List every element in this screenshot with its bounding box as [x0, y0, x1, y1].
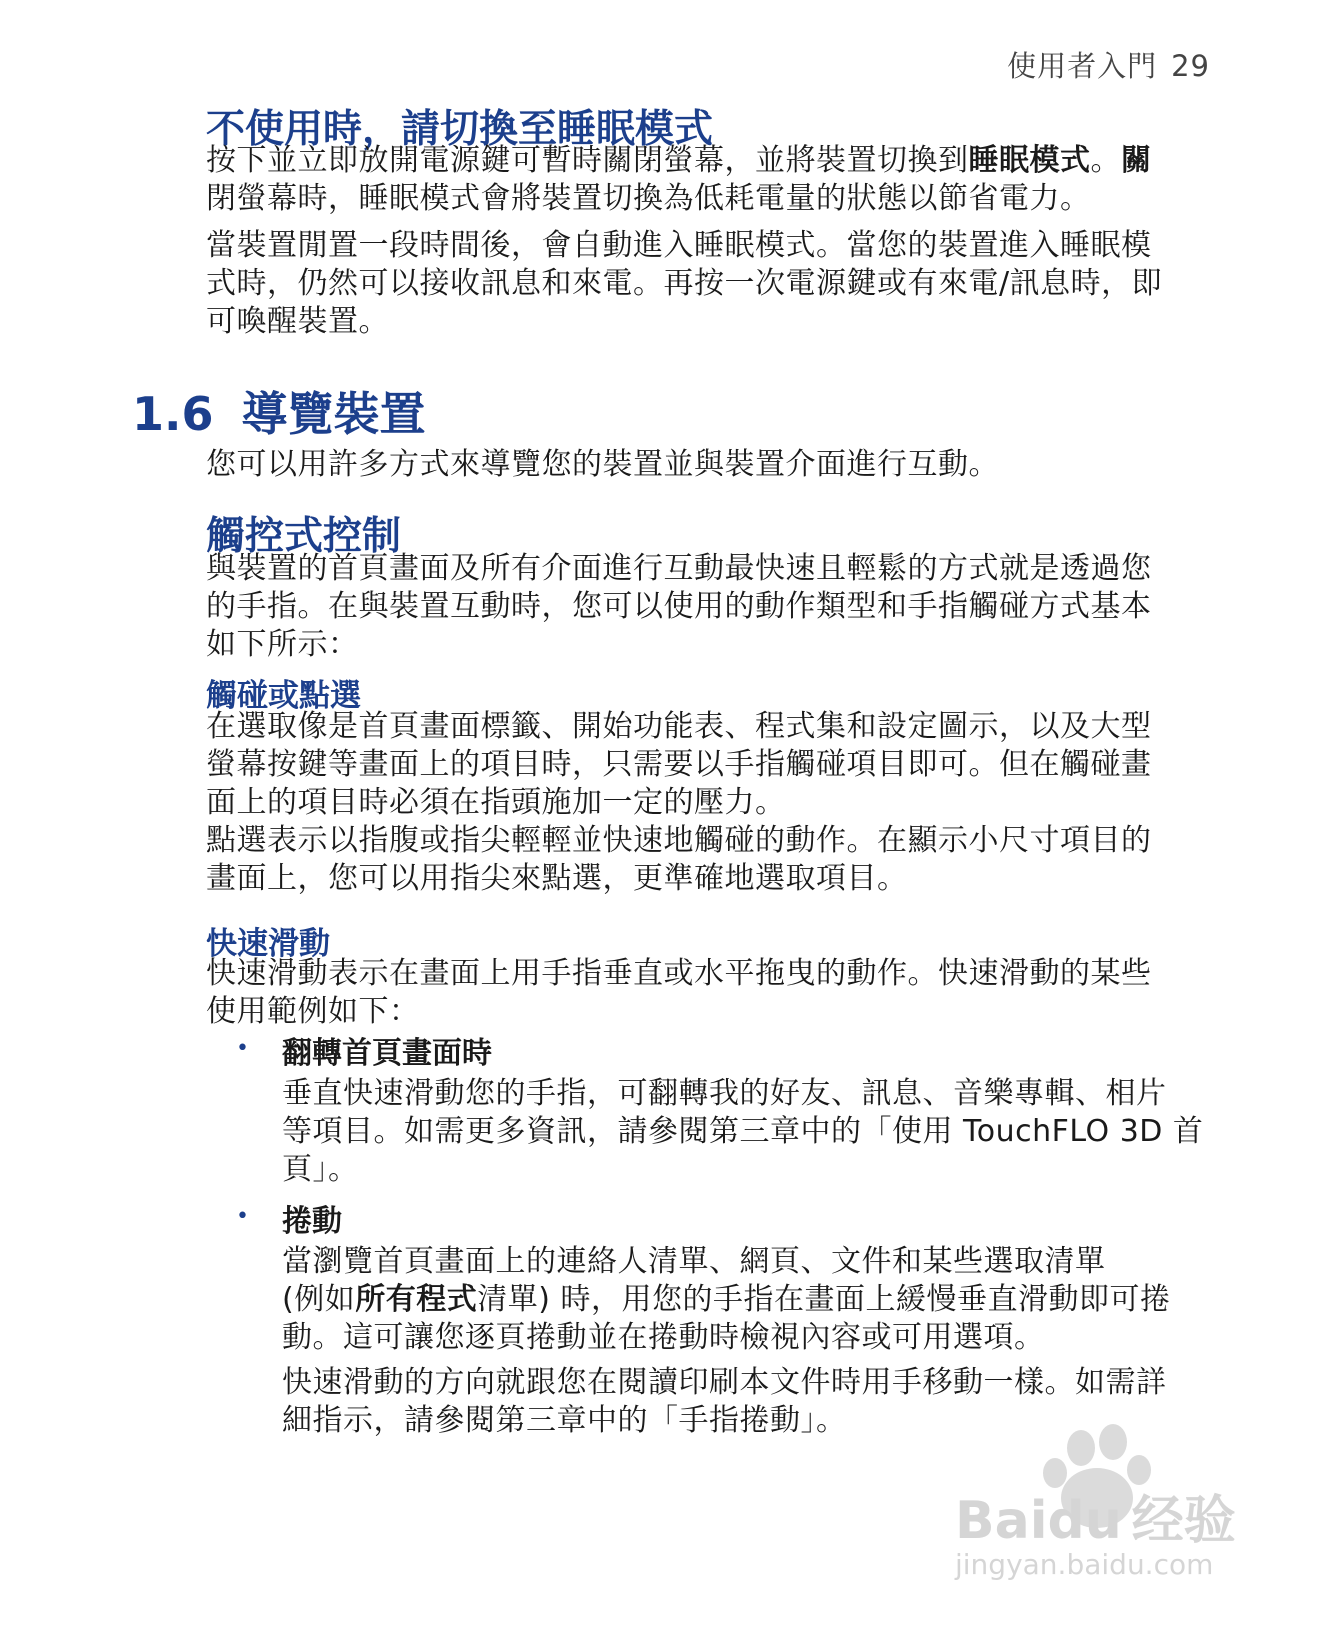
text-line: [282, 1281, 1170, 1319]
bullet-title-page-flip: 翻轉首頁畫面時: [282, 1036, 492, 1071]
bullet-body-scroll: [282, 1243, 1170, 1357]
swipe-paragraph: [206, 955, 1152, 1031]
text-line: 畫面上，您可以用指尖來點選，更準確地選取項目。: [206, 861, 908, 896]
text-line: 垂直快速滑動您的手指，可翻轉我的好友、訊息、音樂專輯、相片: [282, 1076, 1167, 1111]
touch-control-paragraph: [206, 550, 1152, 664]
text-line: 動。這可讓您逐頁捲動並在捲動時檢視內容或可用選項。: [282, 1320, 1045, 1355]
text-line: 與裝置的首頁畫面及所有介面進行互動最快速且輕鬆的方式就是透過您: [206, 551, 1152, 586]
text-line: 點選表示以指腹或指尖輕輕並快速地觸碰的動作。在顯示小尺寸項目的: [206, 823, 1152, 858]
text-run: (例如: [282, 1282, 356, 1317]
text-line: 可喚醒裝置。: [206, 304, 389, 339]
text-line: 細指示，請參閱第三章中的「手指捲動」。: [282, 1403, 847, 1438]
text-line: 快速滑動的方向就跟您在閱讀印刷本文件時用手移動一樣。如需詳: [282, 1365, 1167, 1400]
baidu-watermark: [955, 1418, 1255, 1588]
page-number: 29: [1171, 49, 1210, 83]
bullet-marker: •: [236, 1204, 249, 1229]
bullet-title-scroll: 捲動: [282, 1204, 342, 1239]
bullet-body-page-flip: [282, 1075, 1203, 1189]
running-header: [1007, 44, 1210, 85]
text-line: 如下所示：: [206, 627, 359, 662]
text-run: 。: [1090, 143, 1121, 178]
sleep-mode-term: 睡眠模式: [968, 143, 1091, 178]
text-line: 快速滑動表示在畫面上用手指垂直或水平拖曳的動作。快速滑動的某些: [206, 956, 1152, 991]
text-line: 在選取像是首頁畫面標籤、開始功能表、程式集和設定圖示，以及大型: [206, 709, 1152, 744]
bullet-marker: •: [236, 1036, 249, 1061]
watermark-url: jingyan.baidu.com: [955, 1548, 1214, 1581]
text-line: 閉螢幕時，睡眠模式會將裝置切換為低耗電量的狀態以節省電力。: [206, 181, 1091, 216]
section-number: 1.6: [132, 387, 214, 441]
text-run: 按下並立即放開電源鍵可暫時關閉螢幕，並將裝置切換到: [206, 143, 969, 178]
sleep-paragraph-1: [206, 142, 1152, 218]
tap-paragraph-2: [206, 822, 1152, 898]
chapter-name: 使用者入門: [1007, 49, 1158, 83]
sleep-mode-heading: 不使用時，請切換至睡眠模式: [206, 107, 714, 152]
text-line: 頁」。: [282, 1152, 359, 1187]
section-heading: [132, 378, 426, 444]
text-line: 當瀏覽首頁畫面上的連絡人清單、網頁、文件和某些選取清單: [282, 1244, 1106, 1279]
sleep-paragraph-2: [206, 227, 1162, 341]
text-line: 式時，仍然可以接收訊息和來電。再按一次電源鍵或有來電/訊息時，即: [206, 266, 1163, 301]
watermark-brand-cn: 经验: [1131, 1491, 1236, 1551]
text-line: 使用範例如下：: [206, 994, 420, 1029]
text-line: 等項目。如需更多資訊，請參閱第三章中的「使用 TouchFLO 3D 首: [282, 1114, 1204, 1149]
text-line: 面上的項目時必須在指頭施加一定的壓力。: [206, 785, 786, 820]
watermark-brand: [955, 1478, 1236, 1553]
text-line: 螢幕按鍵等畫面上的項目時，只需要以手指觸碰項目即可。但在觸碰畫: [206, 747, 1152, 782]
all-programs-term: 所有程式: [355, 1282, 478, 1317]
watermark-brand-text: Baidu: [955, 1491, 1122, 1551]
touch-control-heading: 觸控式控制: [206, 514, 402, 559]
tap-heading: 觸碰或點選: [206, 678, 361, 714]
navigation-intro: 您可以用許多方式來導覽您的裝置並與裝置介面進行互動。: [206, 447, 999, 482]
tap-paragraph-1: [206, 708, 1152, 822]
section-title: 導覽裝置: [241, 387, 426, 441]
text-run: 關: [1121, 143, 1152, 178]
text-run: 清單) 時，用您的手指在畫面上緩慢垂直滑動即可捲: [477, 1282, 1171, 1317]
text-line: [206, 142, 1152, 180]
swipe-heading: 快速滑動: [206, 926, 330, 962]
text-line: 的手指。在與裝置互動時，您可以使用的動作類型和手指觸碰方式基本: [206, 589, 1152, 624]
text-line: 當裝置閒置一段時間後，會自動進入睡眠模式。當您的裝置進入睡眠模: [206, 228, 1152, 263]
